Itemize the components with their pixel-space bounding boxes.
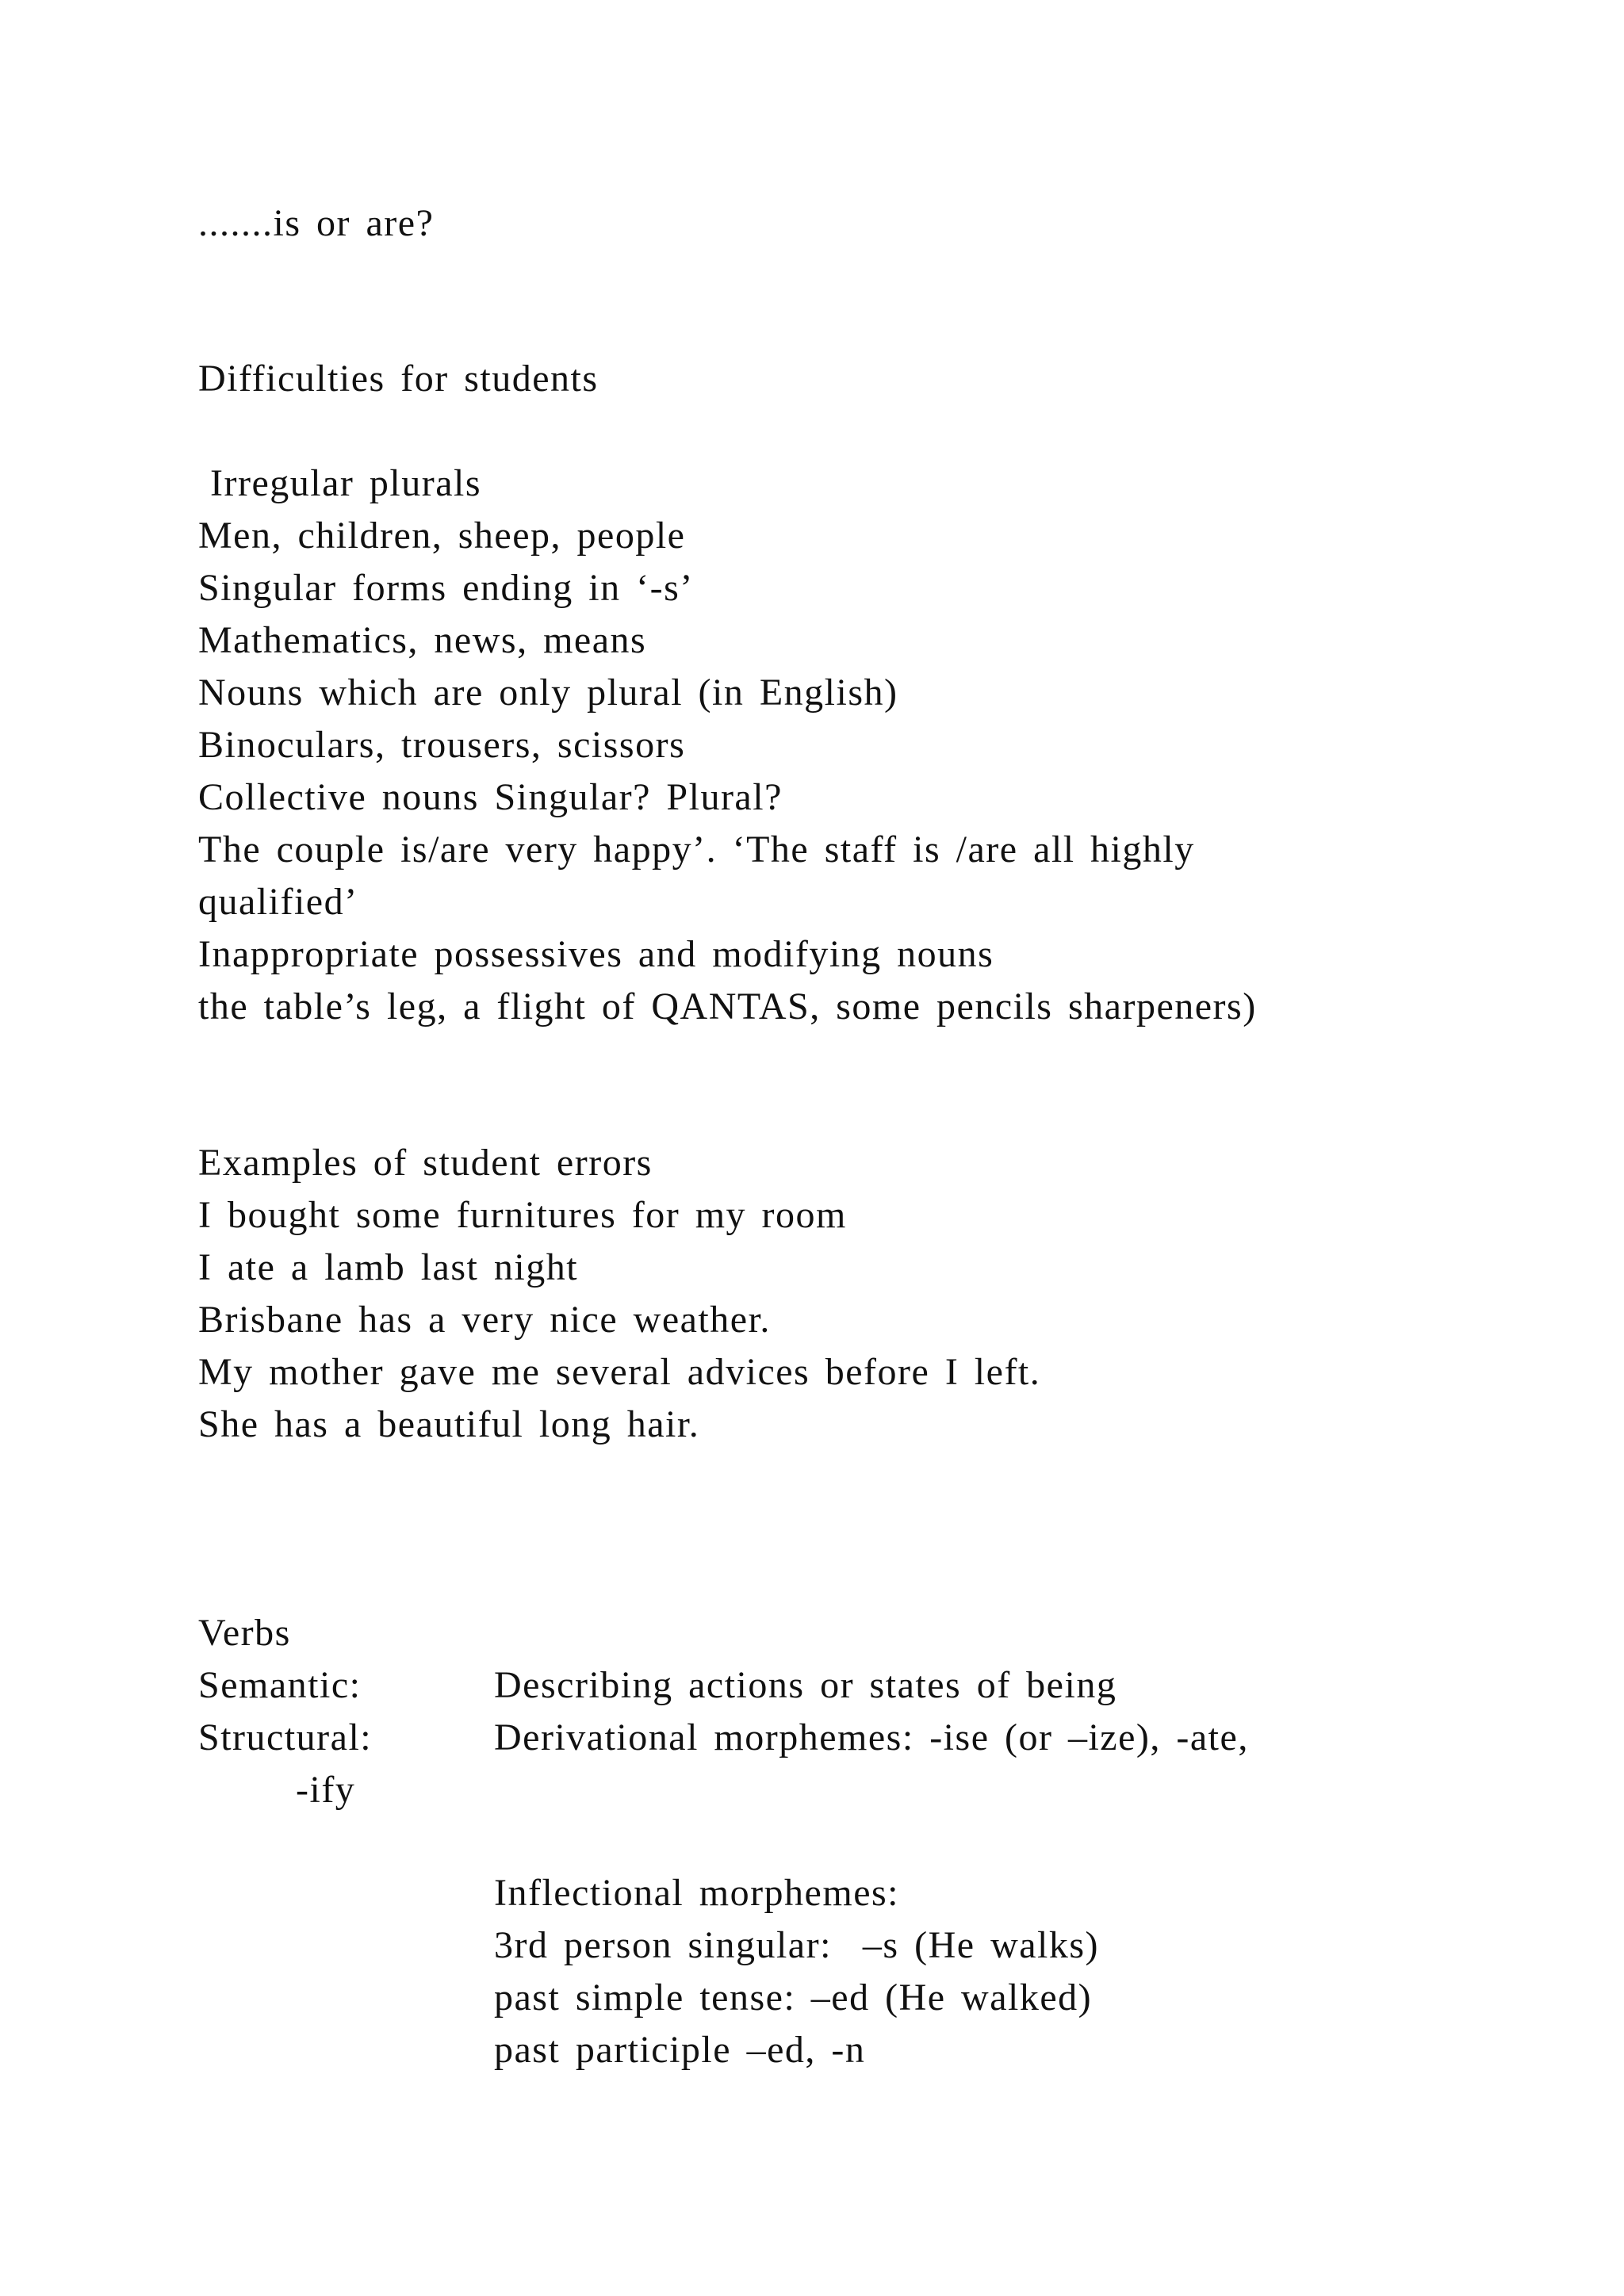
error-example: Brisbane has a very nice weather. [198, 1299, 771, 1341]
difficulty-line: qualified’ [198, 881, 358, 923]
error-example: I bought some furnitures for my room [198, 1194, 847, 1236]
difficulty-line: Collective nouns Singular? Plural? [198, 776, 783, 818]
difficulty-line: Inappropriate possessives and modifying nouns [198, 933, 994, 975]
difficulty-line: Irregular plurals [210, 462, 482, 504]
difficulty-line: The couple is/are very happy’. ‘The staff is /are all highly [198, 828, 1195, 871]
inflectional-line: Inflectional morphemes: [494, 1872, 900, 1914]
structural-wrap: -ify [296, 1769, 356, 1811]
error-example: I ate a lamb last night [198, 1246, 579, 1288]
inflectional-line: 3rd person singular: –s (He walks) [494, 1924, 1100, 1966]
difficulties-heading: Difficulties for students [198, 358, 599, 400]
inflectional-line: past simple tense: –ed (He walked) [494, 1976, 1093, 2019]
errors-heading: Examples of student errors [198, 1142, 653, 1184]
semantic-text: Describing actions or states of being [494, 1664, 1117, 1706]
page-title: .......is or are? [198, 202, 435, 244]
difficulty-line: the table’s leg, a flight of QANTAS, some pencils sharpeners) [198, 985, 1257, 1027]
error-example: She has a beautiful long hair. [198, 1403, 700, 1445]
structural-text: Derivational morphemes: -ise (or –ize), -ate, [494, 1716, 1249, 1758]
difficulty-line: Mathematics, news, means [198, 619, 647, 661]
semantic-label: Semantic: [198, 1664, 362, 1706]
inflectional-line: past participle –ed, -n [494, 2029, 866, 2071]
verbs-heading: Verbs [198, 1612, 291, 1654]
difficulty-line: Binoculars, trousers, scissors [198, 724, 686, 766]
difficulty-line: Singular forms ending in ‘-s’ [198, 567, 694, 609]
error-example: My mother gave me several advices before I left. [198, 1351, 1041, 1393]
difficulty-line: Men, children, sheep, people [198, 515, 686, 557]
difficulty-line: Nouns which are only plural (in English) [198, 672, 898, 714]
structural-label: Structural: [198, 1716, 373, 1758]
